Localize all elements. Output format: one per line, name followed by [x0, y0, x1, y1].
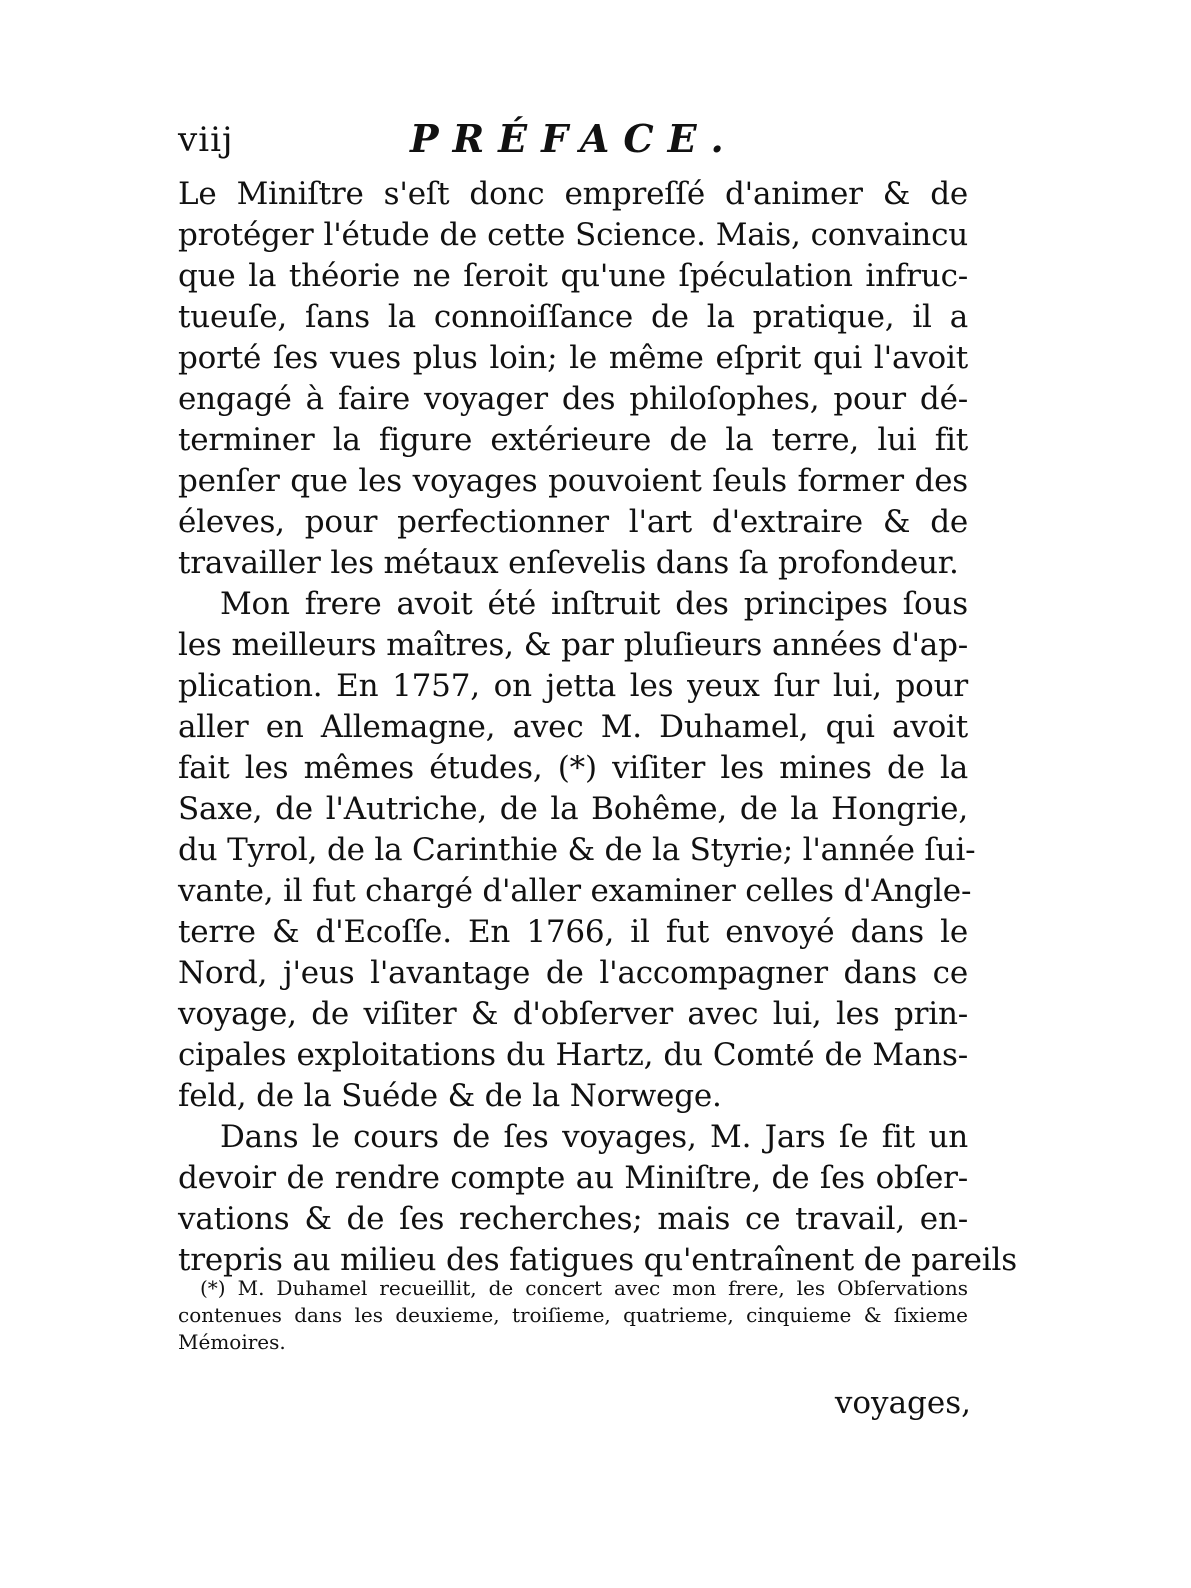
text-line: travailler les métaux enſevelis dans ſa profondeur. — [178, 545, 959, 581]
text-line: aller en Allemagne, avec M. Duhamel, qui avoit — [178, 709, 968, 745]
paragraph-start-line: Dans le cours de ſes voyages, M. Jars ſe fit un — [220, 1119, 968, 1155]
text-line: vations & de ſes recherches; mais ce travail, en- — [178, 1201, 968, 1237]
text-line: Le Miniſtre s'eſt donc empreſſé d'animer & de — [178, 176, 968, 212]
footnote-line: Mémoires. — [178, 1330, 286, 1354]
footnote-line: contenues dans les deuxieme, troiſieme, quatrieme, cinquieme & ſixieme — [178, 1303, 968, 1327]
text-line: tueuſe, ſans la connoiſſance de la pratique, il a — [178, 299, 968, 335]
text-line: terre & d'Ecoſſe. En 1766, il fut envoyé dans le — [178, 914, 968, 950]
text-line: Saxe, de l'Autriche, de la Bohême, de la Hongrie, — [178, 791, 968, 827]
footnote-line: (*) M. Duhamel recueillit, de concert avec mon frere, les Obſervations — [200, 1276, 968, 1300]
page-header — [178, 112, 968, 172]
text-line: devoir de rendre compte au Miniſtre, de ſes obſer- — [178, 1160, 968, 1196]
text-line: éleves, pour perfectionner l'art d'extraire & de — [178, 504, 968, 540]
text-line: voyage, de viſiter & d'obſerver avec lui, les prin- — [178, 996, 968, 1032]
text-line: cipales exploitations du Hartz, du Comté de Mans- — [178, 1037, 968, 1073]
text-line: feld, de la Suéde & de la Norwege. — [178, 1078, 722, 1114]
text-line: les meilleurs maîtres, & par pluſieurs années d'ap- — [178, 627, 968, 663]
page-number: viij — [178, 120, 234, 160]
running-title: PRÉFACE. — [410, 116, 738, 161]
text-line: protéger l'étude de cette Science. Mais, convaincu — [178, 217, 968, 253]
text-line: du Tyrol, de la Carinthie & de la Styrie; l'année ſui- — [178, 832, 976, 868]
text-line: terminer la figure extérieure de la terre, lui fit — [178, 422, 968, 458]
text-line: Nord, j'eus l'avantage de l'accompagner dans ce — [178, 955, 968, 991]
text-line: vante, il fut chargé d'aller examiner celles d'Angle- — [178, 873, 972, 909]
text-line: trepris au milieu des fatigues qu'entraînent de pareils — [178, 1242, 1017, 1278]
text-line: que la théorie ne ſeroit qu'une ſpéculation infruc- — [178, 258, 968, 294]
text-line: penſer que les voyages pouvoient ſeuls former des — [178, 463, 968, 499]
text-line: engagé à faire voyager des philoſophes, pour dé- — [178, 381, 968, 417]
body-text — [178, 174, 1017, 1281]
footnote — [178, 1275, 968, 1356]
catchword: voyages, — [834, 1385, 971, 1421]
text-line: fait les mêmes études, (*) viſiter les mines de la — [178, 750, 968, 786]
text-line: plication. En 1757, on jetta les yeux ſur lui, pour — [178, 668, 968, 704]
text-line: porté ſes vues plus loin; le même eſprit qui l'avoit — [178, 340, 968, 376]
paragraph-start-line: Mon frere avoit été inſtruit des principes ſous — [220, 586, 968, 622]
